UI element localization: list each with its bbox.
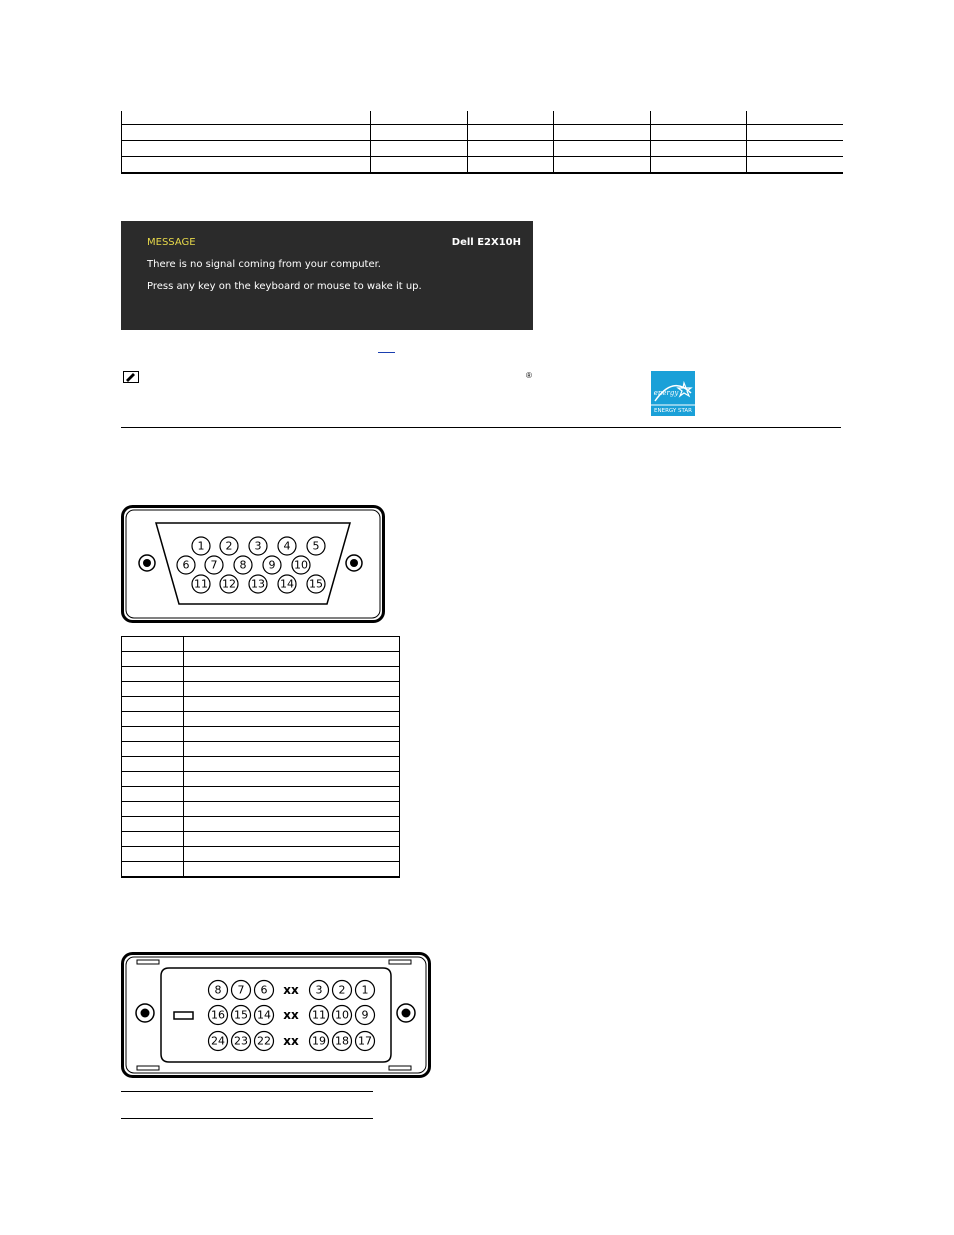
table-row [122,787,400,802]
table-cell [184,787,400,802]
dvi-pin-number: 1 [361,983,369,997]
vga-pin-number: 4 [283,539,291,553]
table-cell [184,847,400,862]
vga-pin-number: 14 [280,577,294,591]
dvi-pin-number: 2 [338,983,346,997]
dvi-absent-pins: xx [283,1008,299,1022]
table-cell [554,141,651,157]
table-cell [122,772,184,787]
table-cell [554,125,651,141]
table-cell [122,727,184,742]
dvi-absent-pins: xx [283,1034,299,1048]
table-cell [122,787,184,802]
dvi-pin-number: 17 [358,1034,372,1048]
note-pencil-icon [123,371,139,383]
dvi-pin-number: 16 [211,1008,225,1022]
table-row [122,862,400,878]
table-cell [747,111,843,125]
table-cell [122,125,371,141]
table-row [122,847,400,862]
table-cell [747,125,843,141]
power-mode-table [121,111,843,174]
table-cell [184,862,400,878]
dvi-pin-number: 18 [335,1034,349,1048]
table-cell [468,141,554,157]
table-cell [122,141,371,157]
dvi-pin-number: 10 [335,1008,349,1022]
table-cell [122,652,184,667]
table-cell [371,125,468,141]
dvi-pin-number: 7 [237,983,245,997]
table-row [122,111,843,125]
dvi-pin-number: 11 [312,1008,326,1022]
dvi-pin-number: 3 [315,983,323,997]
dvi-pin-number: 19 [312,1034,326,1048]
table-cell [122,757,184,772]
vga-pin-number: 12 [222,577,236,591]
table-cell [184,682,400,697]
table-cell [651,125,747,141]
table-row [122,802,400,817]
table-cell [184,667,400,682]
table-cell [184,757,400,772]
vga-pin-number: 8 [239,558,247,572]
table-cell [122,157,371,174]
dvi-absent-pins: xx [283,983,299,997]
table-cell [468,125,554,141]
osd-model: Dell E2X10H [451,237,521,248]
table-row [122,697,400,712]
vga-pin-number: 11 [194,577,208,591]
table-cell [747,157,843,174]
dvi-pin-number: 24 [211,1034,225,1048]
dvi-pin-number: 14 [257,1008,271,1022]
table-row [122,832,400,847]
table-cell [371,141,468,157]
table-cell [122,712,184,727]
osd-title: MESSAGE [147,237,196,248]
vga-pin-number: 10 [294,558,308,572]
vga-pin-number: 9 [268,558,276,572]
table-cell [122,637,184,652]
footnote-link[interactable] [378,352,395,353]
table-cell [468,157,554,174]
table-row [122,712,400,727]
vga-pin-number: 2 [225,539,233,553]
table-cell [122,742,184,757]
table-cell [184,712,400,727]
table-cell [122,682,184,697]
energy-star-label: ENERGY STAR [654,408,692,414]
table-cell [184,697,400,712]
table-cell [651,111,747,125]
table-row [122,157,843,174]
table-row [122,772,400,787]
table-row [122,667,400,682]
table-cell [371,111,468,125]
table-cell [122,862,184,878]
table-cell [747,141,843,157]
dvi-pin-number: 6 [260,983,268,997]
table-cell [371,157,468,174]
vga-pin-number: 1 [197,539,205,553]
table-cell [122,111,371,125]
vga-pin-number: 3 [254,539,262,553]
table-row [122,757,400,772]
dvi-flat-blade [174,1012,193,1019]
footer-rule-2 [121,1118,373,1119]
table-row [122,742,400,757]
vga-pin-number: 15 [309,577,323,591]
table-cell [651,157,747,174]
dvi-pin-number: 9 [361,1008,369,1022]
dvi-pin-number: 23 [234,1034,248,1048]
table-cell [468,111,554,125]
vga-pin-number: 5 [312,539,320,553]
footer-rule-1 [121,1091,373,1092]
table-cell [184,802,400,817]
vga-connector-diagram [121,505,385,623]
osd-line-1: There is no signal coming from your computer. [147,259,381,270]
section-divider [121,427,841,428]
table-cell [184,727,400,742]
osd-line-2: Press any key on the keyboard or mouse to wake it up. [147,281,422,292]
table-row [122,727,400,742]
table-cell [184,637,400,652]
table-cell [122,697,184,712]
vga-pin-number: 6 [182,558,190,572]
table-row [122,125,843,141]
table-cell [554,157,651,174]
dvi-pin-number: 15 [234,1008,248,1022]
table-cell [122,847,184,862]
energy-star-script: energy [653,389,679,397]
registered-mark: ® [526,371,532,380]
table-cell [184,817,400,832]
osd-message-box [121,221,533,330]
energy-star-logo [651,371,695,416]
table-row [122,141,843,157]
table-cell [651,141,747,157]
table-cell [122,817,184,832]
dvi-pin-number: 22 [257,1034,271,1048]
table-cell [184,772,400,787]
table-row [122,637,400,652]
dvi-pin-number: 8 [214,983,222,997]
table-cell [122,667,184,682]
table-cell [184,742,400,757]
vga-pin-number: 7 [210,558,218,572]
table-cell [184,652,400,667]
table-cell [122,832,184,847]
table-row [122,817,400,832]
table-row [122,682,400,697]
table-cell [554,111,651,125]
table-cell [122,802,184,817]
table-cell [184,832,400,847]
vga-pin-number: 13 [251,577,265,591]
table-row [122,652,400,667]
vga-pin-table [121,636,400,878]
dvi-connector-diagram [121,952,431,1078]
